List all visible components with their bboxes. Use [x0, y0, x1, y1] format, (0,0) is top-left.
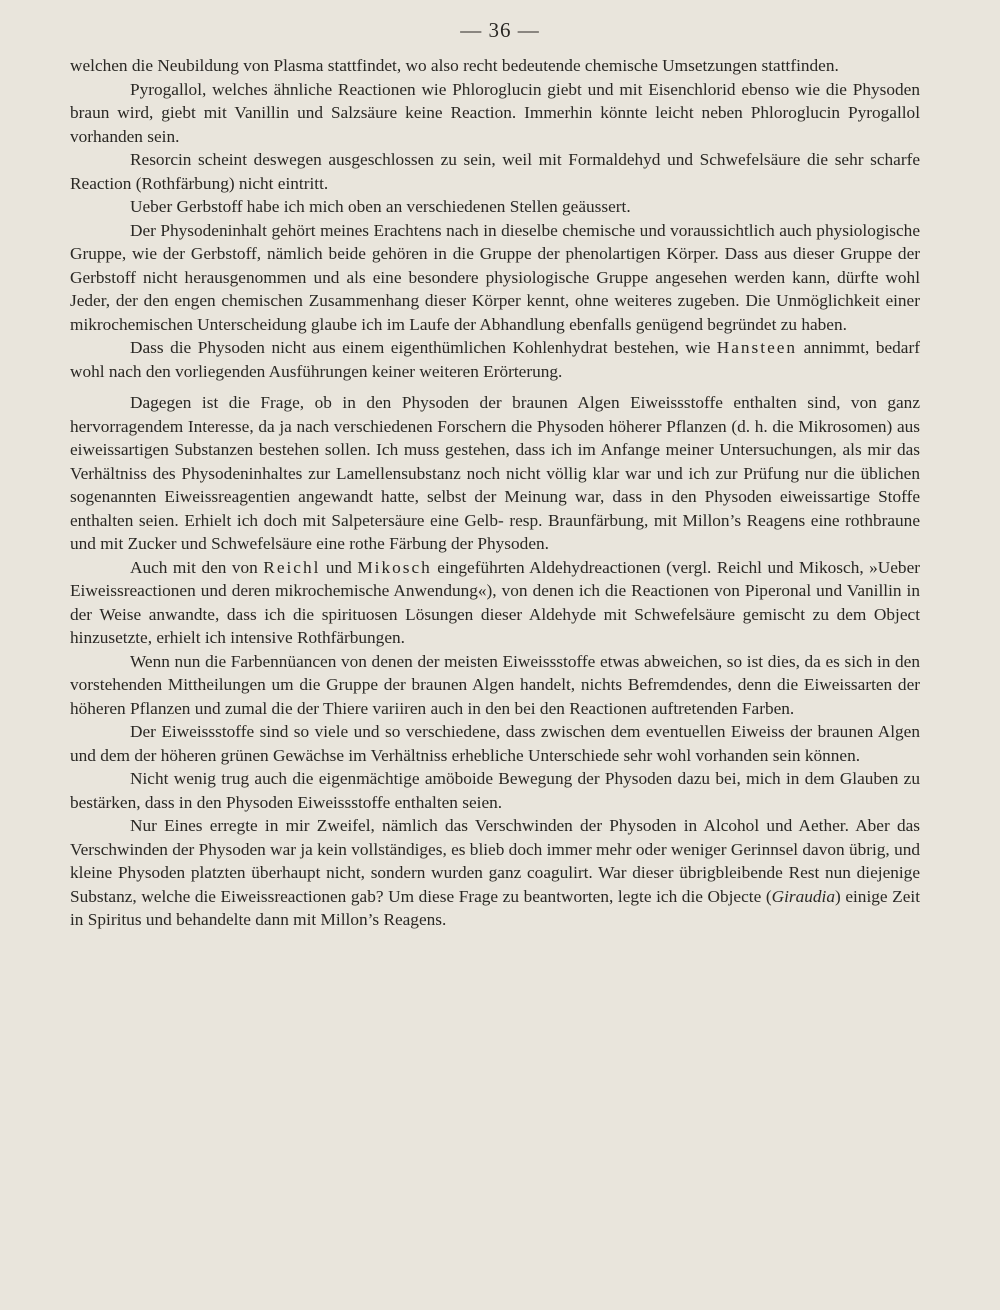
paragraph	[70, 219, 920, 337]
paragraph	[70, 391, 920, 556]
text-run: Wenn nun die Farbennüancen von denen der meisten Eiweissstoffe etwas abweichen, so ist dies, da es sich in den vorstehenden Mittheilungen um die Gruppe der braunen Algen handelt, nichts Befremdendes, denn die Eiweissarten der höheren Pflanzen und zumal die der Thiere variiren auch in den bei den Reactionen auftretenden Farben.	[70, 651, 920, 718]
text-run: Nur Eines erregte in mir Zweifel, nämlich das Verschwinden der Physoden in Alcohol und Aether. Aber das Verschwinden der Physoden war ja kein vollständiges, es blieb doch immer mehr oder weniger Gerinnsel davon übrig, und kleine Physoden platzten überhaupt nicht, sondern wurden ganz coagulirt. War dieser übrigbleibende Rest nun diejenige Substanz, welche die Eiweissreactionen gab? Um diese Frage zu beantworten, legte ich die Objecte (	[70, 816, 920, 906]
paragraph	[70, 556, 920, 650]
text-run: Nicht wenig trug auch die eigenmächtige amöboide Bewegung der Physoden dazu bei, mich in dem Glauben zu bestärken, dass in den Physoden Eiweissstoffe enthalten seien.	[70, 769, 920, 812]
author-name: Hansteen	[716, 338, 798, 357]
paragraph	[70, 78, 920, 149]
text-run: ) einige Zeit in Spiritus und behandelte dann mit Millon’s Reagens.	[70, 886, 920, 929]
text-run: Der Eiweissstoffe sind so viele und so verschiedene, dass zwischen dem eventuellen Eiweiss der braunen Algen und dem der höheren grünen Gewächse im Verhältniss erhebliche Unterschiede sehr wohl vorhanden sein können.	[70, 722, 920, 765]
text-run: Pyrogallol, welches ähnliche Reactionen wie Phloroglucin giebt und mit Eisenchlorid ebenso wie die Physoden braun wird, giebt mit Vanillin und Salzsäure keine Reaction. Immerhin könnte leicht neben Phloroglucin Pyrogallol vorhanden sein.	[70, 79, 920, 146]
page-number: — 36 —	[460, 18, 540, 42]
paragraph	[70, 767, 920, 814]
author-name: Reichl	[263, 557, 321, 577]
paragraph	[70, 336, 920, 383]
paragraph	[70, 148, 920, 195]
paragraph	[70, 720, 920, 767]
genus-name: Giraudia	[771, 886, 835, 906]
paragraph	[70, 650, 920, 721]
text-run: Ueber Gerbstoff habe ich mich oben an verschiedenen Stellen geäussert.	[130, 197, 631, 216]
text-run: welchen die Neubildung von Plasma stattfindet, wo also recht bedeutende chemische Umsetzungen stattfinden.	[70, 56, 839, 75]
paragraph	[70, 814, 920, 932]
text-run: und	[320, 557, 358, 577]
text-run: Dass die Physoden nicht aus einem eigenthümlichen Kohlenhydrat bestehen, wie	[130, 338, 717, 357]
text-run: Dagegen ist die Frage, ob in den Physoden der braunen Algen Eiweissstoffe enthalten sind, von ganz hervorragendem Interesse, da ja nach verschiedenen Forschern die Physoden höherer Pflanzen (d. h. die Mikrosomen) aus eiweissartigen Substanzen bestehen sollen. Ich muss gestehen, dass ich im Anfange meiner Untersuchungen, als mir das Verhältniss des Physodeninhaltes zur Lamellensubstanz noch nicht völlig klar war und ich zur Prüfung nur die üblichen sogenannten Eiweissreagentien angewandt hatte, selbst der Meinung war, dass in den Physoden eiweissartige Stoffe enthalten seien. Erhielt ich doch mit Salpetersäure eine Gelb- resp. Braunfärbung, mit Millon’s Reagens eine rothbraune und mit Zucker und Schwefelsäure eine rothe Färbung der Physoden.	[70, 393, 920, 553]
paragraph	[70, 54, 920, 78]
text-run: eingeführten Aldehydreactionen (vergl. Reichl und Mikosch, »Ueber Eiweissreactionen und deren mikrochemische Anwendung«), von denen ich die Reactionen von Piperonal und Vanillin in der Weise anwandte, dass ich die spirituosen Lösungen dieser Aldehyde mit Schwefelsäure gemischt zu dem Object hinzusetzte, erhielt ich intensive Rothfärbungen.	[70, 557, 920, 647]
text-run: Der Physodeninhalt gehört meines Erachtens nach in dieselbe chemische und voraussichtlich auch physiologische Gruppe, wie der Gerbstoff, nämlich beide gehören in die Gruppe der phenolartigen Körper. Dass aus dieser Gruppe der Gerbstoff nicht herausgenommen und als eine besondere physiologische Gruppe angesehen werden kann, dürfte wohl Jeder, der den engen chemischen Zusammenhang dieser Körper kennt, ohne weiteres zugeben. Die Unmöglichkeit einer mikrochemischen Unterscheidung glaube ich im Laufe der Abhandlung ebenfalls genügend begründet zu haben.	[70, 220, 920, 334]
body-text	[70, 54, 920, 932]
author-name: Mikosch	[357, 557, 432, 577]
paragraph	[70, 195, 920, 219]
text-run: Auch mit den von	[130, 557, 264, 577]
text-run: annimmt, bedarf wohl nach den vorliegenden Ausführungen keiner weiteren Erörterung.	[70, 338, 920, 381]
text-run: Resorcin scheint deswegen ausgeschlossen zu sein, weil mit Formaldehyd und Schwefelsäure die sehr scharfe Reaction (Rothfärbung) nicht eintritt.	[70, 150, 920, 193]
